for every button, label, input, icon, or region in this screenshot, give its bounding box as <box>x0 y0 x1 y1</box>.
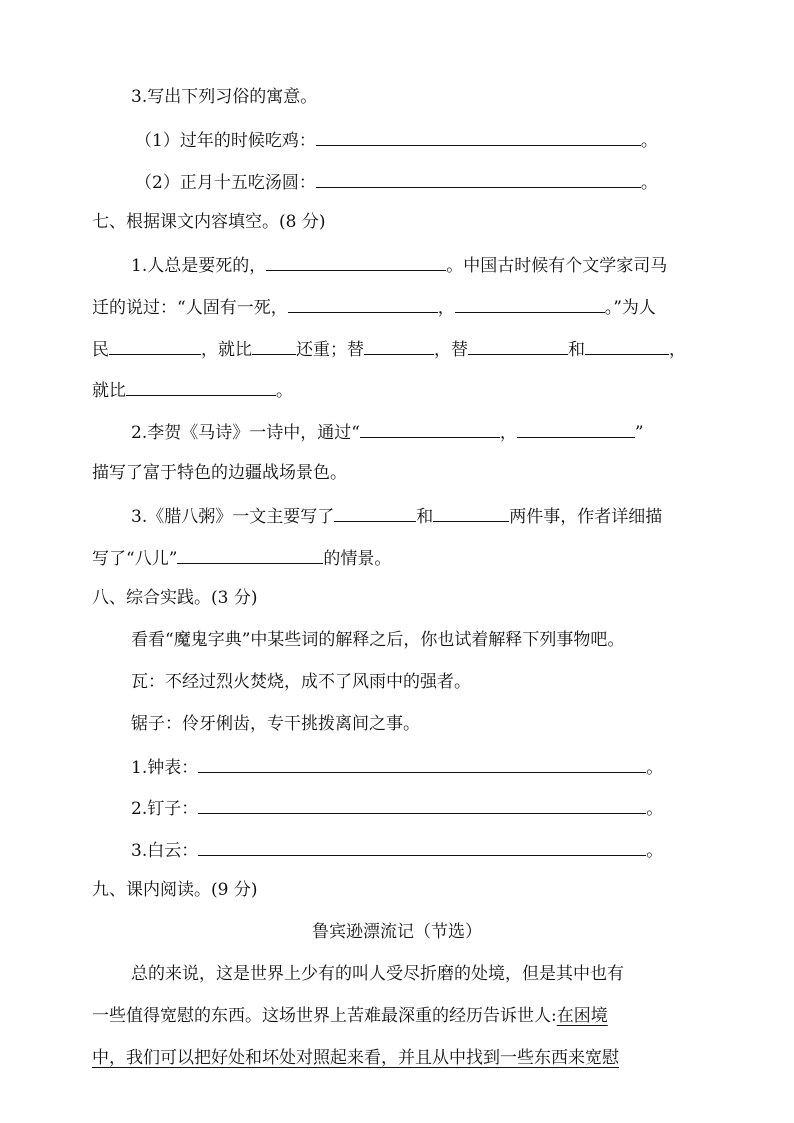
answer-blank[interactable] <box>468 338 568 355</box>
question-7-1-line-2: 迁的说过：“人固有一死， ， 。”为人 <box>92 298 656 318</box>
underlined-sentence: 在困境 <box>556 1006 608 1026</box>
answer-blank[interactable] <box>455 296 605 313</box>
answer-blank[interactable] <box>288 296 438 313</box>
passage-paragraph-line-3 <box>92 1048 619 1068</box>
answer-blank[interactable] <box>126 379 276 396</box>
section-8-example-1: 瓦：不经过烈火焚烧，成不了风雨中的强者。 <box>131 672 471 692</box>
underlined-sentence: 中，我们可以把好处和坏处对照起来看，并且从中找到一些东西来宽慰 <box>92 1048 619 1068</box>
question-7-2-line-1: 2.李贺《马诗》一诗中，通过“ ， ” <box>131 423 644 443</box>
section-7-heading: 七、根据课文内容填空。(8 分) <box>92 212 326 232</box>
answer-blank[interactable] <box>316 129 641 146</box>
answer-blank[interactable] <box>433 505 509 522</box>
answer-blank[interactable] <box>109 338 201 355</box>
section-8-item-2: 2.钉子： 。 <box>131 799 664 819</box>
answer-blank[interactable] <box>334 505 416 522</box>
answer-blank[interactable] <box>266 254 446 271</box>
answer-blank[interactable] <box>316 171 641 188</box>
passage-paragraph-line-1: 总的来说，这是世界上少有的叫人受尽折磨的处境，但是其中也有 <box>131 964 624 984</box>
passage-title: 鲁宾逊漂流记（节选） <box>312 922 482 942</box>
section-8-example-2: 锯子：伶牙俐齿，专干挑拨离间之事。 <box>131 714 420 734</box>
question-7-1-line-1: 1.人总是要死的， 。中国古时候有个文学家司马 <box>131 256 668 276</box>
question-7-3-line-1: 3.《腊八粥》一文主要写了 和 两件事，作者详细描 <box>131 507 663 527</box>
question-7-1-line-3: 民 ，就比 还重；替 ，替 和 ， <box>92 340 686 360</box>
answer-blank[interactable] <box>360 421 500 438</box>
question-7-2-line-2: 描写了富于特色的边疆战场景色。 <box>92 463 347 483</box>
passage-paragraph-line-2: 一些值得宽慰的东西。这场世界上苦难最深重的经历告诉世人:在困境 <box>92 1006 608 1026</box>
section-8-intro: 看看“魔鬼字典”中某些词的解释之后，你也试着解释下列事物吧。 <box>131 630 625 650</box>
question-6-3-item-1: （1）过年的时候吃鸡： 。 <box>135 131 658 151</box>
answer-blank[interactable] <box>198 756 646 773</box>
section-8-heading: 八、综合实践。(3 分) <box>92 588 258 608</box>
answer-blank[interactable] <box>364 338 434 355</box>
question-7-3-line-2: 写了“八儿” 的情景。 <box>92 549 392 569</box>
answer-blank[interactable] <box>198 839 646 856</box>
answer-blank[interactable] <box>177 547 323 564</box>
section-8-item-1: 1.钟表： 。 <box>131 758 664 778</box>
answer-blank[interactable] <box>585 338 669 355</box>
section-9-heading: 九、课内阅读。(9 分) <box>92 880 258 900</box>
answer-blank[interactable] <box>517 421 635 438</box>
section-8-item-3: 3.白云： 。 <box>131 841 664 861</box>
question-7-1-line-4: 就比 。 <box>92 381 293 401</box>
question-6-3-title: 3.写出下列习俗的寓意。 <box>131 87 318 107</box>
answer-blank[interactable] <box>198 797 646 814</box>
question-6-3-item-2: （2）正月十五吃汤圆： 。 <box>135 173 658 193</box>
answer-blank[interactable] <box>252 338 296 355</box>
